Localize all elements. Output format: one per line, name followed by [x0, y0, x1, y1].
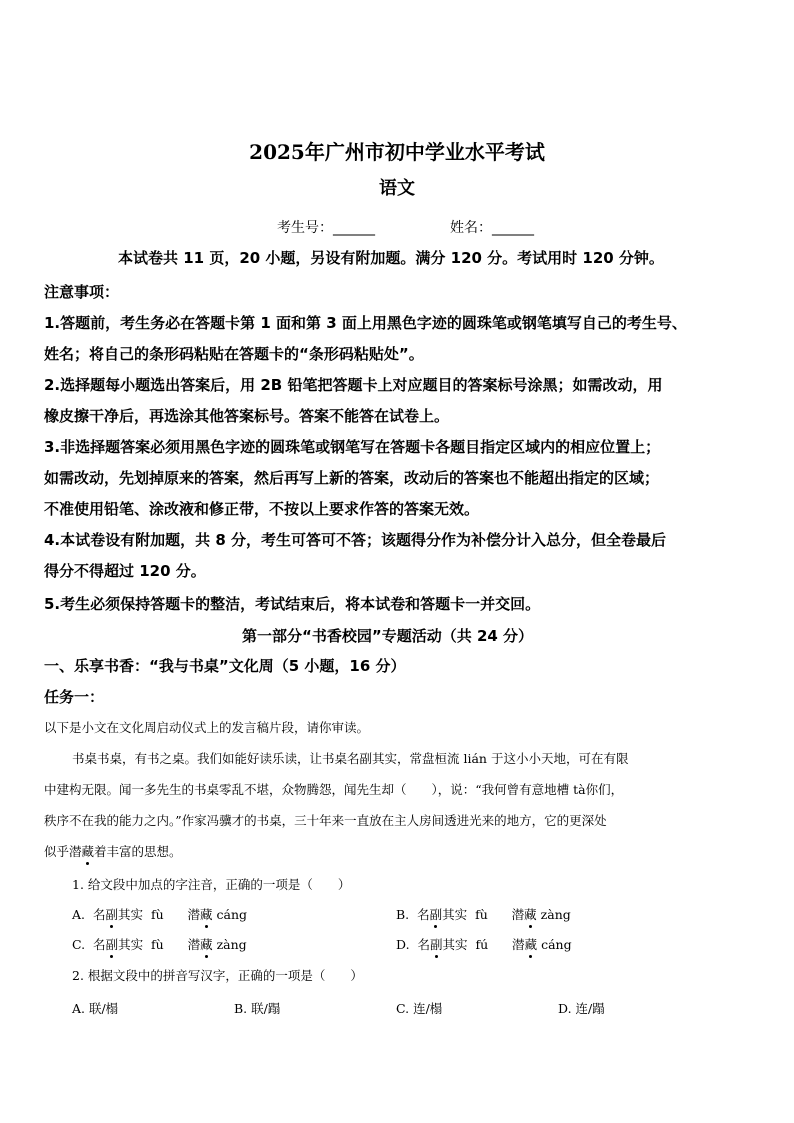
option-label: C.	[72, 937, 86, 952]
passage-line: 书桌书桌，有书之桌。我们如能好读乐读，让书桌名副其实，常盘桓流 lián 于这小小天地，可在有限	[72, 751, 629, 766]
question-1-stem: 1. 给文段中加点的字注音，正确的一项是（ ）	[72, 877, 351, 892]
passage-line	[44, 842, 182, 860]
q2-option-c: C. 连/榻	[396, 1001, 443, 1016]
task-intro: 以下是小文在文化周启动仪式上的发言稿片段，请你审读。	[44, 720, 370, 735]
candidate-number-field: 考生号：______	[277, 220, 375, 236]
pinyin: cáng	[216, 907, 248, 922]
part-title: 第一部分“书香校园”专题活动（共 24 分）	[242, 627, 534, 645]
emphasis-dot-char: 副	[105, 907, 118, 922]
q1-option-c	[72, 935, 247, 953]
pinyin: zàng	[216, 937, 247, 952]
passage-text: 着丰富的思想。	[94, 844, 182, 859]
task-heading: 任务一：	[44, 688, 105, 706]
q2-option-d: D. 连/蹋	[558, 1001, 605, 1016]
pinyin: zàng	[540, 907, 571, 922]
option-text: 潜	[511, 907, 525, 922]
candidate-name-field: 姓名：______	[450, 220, 534, 236]
emphasis-dot-char: 副	[430, 937, 443, 952]
emphasis-dot-char: 藏	[81, 844, 95, 859]
notes-line: 得分不得超过 120 分。	[44, 562, 206, 580]
passage-line: 秩序不在我的能力之内。”作家冯骥才的书桌，三十年来一直放在主人房间透进光来的地方，它的更深处	[44, 813, 607, 828]
emphasis-dot-char: 藏	[524, 907, 537, 922]
option-text: 名	[93, 937, 106, 952]
option-text: 名	[417, 907, 430, 922]
q2-option-b: B. 联/蹋	[234, 1001, 281, 1016]
option-text: 潜	[512, 937, 525, 952]
option-text: 其实	[118, 907, 144, 922]
question-2-stem: 2. 根据文段中的拼音写汉字，正确的一项是（ ）	[72, 968, 363, 983]
passage-text: 似乎潜	[44, 844, 82, 859]
notes-line: 橡皮擦干净后，再选涂其他答案标号。答案不能答在试卷上。	[44, 407, 450, 425]
notes-line: 如需改动，先划掉原来的答案，然后再写上新的答案，改动后的答案也不能超出指定的区域；	[44, 469, 660, 487]
emphasis-dot-char: 副	[105, 937, 119, 952]
q1-option-d	[396, 935, 572, 953]
emphasis-dot-char: 藏	[200, 907, 213, 922]
pinyin: cáng	[541, 937, 572, 952]
pinyin: fù	[151, 937, 164, 952]
option-label: A.	[72, 907, 86, 922]
option-text: 潜	[187, 937, 201, 952]
notes-line: 3.非选择题答案必须用黑色字迹的圆珠笔或钢笔写在答题卡各题目指定区域内的相应位置上；	[44, 438, 661, 456]
option-text: 名	[92, 907, 106, 922]
exam-summary: 本试卷共 11 页，20 小题，另设有附加题。满分 120 分。考试用时 120 分钟。	[118, 249, 664, 267]
notes-heading: 注意事项：	[44, 283, 120, 301]
option-label: B.	[396, 907, 410, 922]
option-text: 其实	[442, 907, 468, 922]
notes-line: 不准使用铅笔、涂改液和修正带，不按以上要求作答的答案无效。	[44, 500, 480, 518]
emphasis-dot-char: 副	[429, 907, 443, 922]
pinyin: fú	[475, 937, 489, 952]
q2-option-a: A. 联/榻	[72, 1001, 119, 1016]
option-text: 其实	[442, 937, 468, 952]
passage-line: 中建构无限。闻一多先生的书桌零乱不堪，众物腾怨，闻先生却（ ），说：“我何曾有意地槽 tà你们，	[44, 782, 624, 797]
emphasis-dot-char: 藏	[200, 937, 213, 952]
emphasis-dot-char: 藏	[524, 937, 538, 952]
q1-option-b	[396, 905, 571, 923]
section-title: 一、乐享书香：“我与书桌”文化周（5 小题，16 分）	[44, 657, 406, 675]
subject-title: 语文	[379, 178, 415, 199]
option-text: 潜	[187, 907, 201, 922]
q1-option-a	[72, 905, 247, 923]
pinyin: fù	[475, 907, 488, 922]
pinyin: fù	[150, 907, 164, 922]
notes-line: 2.选择题每小题选出答案后，用 2B 铅笔把答题卡上对应题目的答案标号涂黑；如需改动，用	[44, 376, 663, 394]
notes-line: 姓名；将自己的条形码粘贴在答题卡的“条形码粘贴处”。	[44, 345, 424, 363]
option-text: 名	[417, 937, 431, 952]
option-text: 其实	[118, 937, 144, 952]
option-label: D.	[396, 937, 410, 952]
notes-line: 5.考生必须保持答题卡的整洁，考试结束后，将本试卷和答题卡一并交回。	[44, 595, 541, 613]
notes-line: 1.答题前，考生务必在答题卡第 1 面和第 3 面上用黑色字迹的圆珠笔或钢笔填写自己的考生号、	[44, 314, 687, 332]
notes-line: 4.本试卷设有附加题，共 8 分，考生可答可不答；该题得分作为补偿分计入总分，但全卷最后	[44, 531, 667, 549]
exam-title: 2025年广州市初中学业水平考试	[249, 140, 545, 164]
